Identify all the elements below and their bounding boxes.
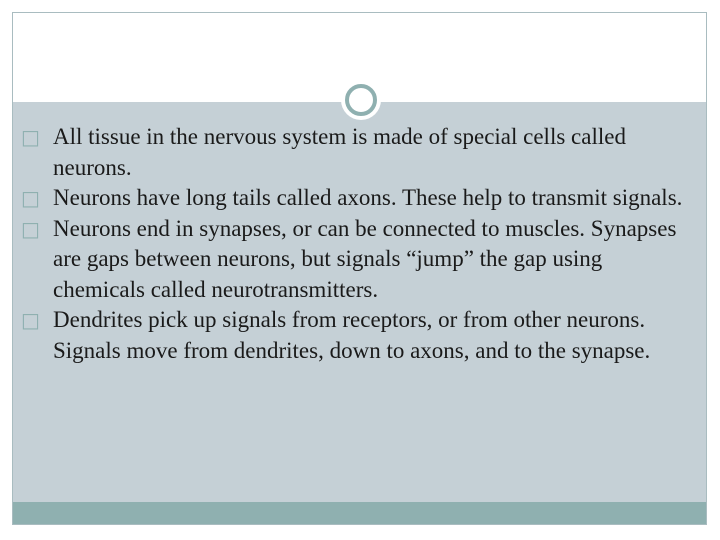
bullet-box-icon: □ [21, 308, 40, 332]
bullet-box-icon: □ [21, 125, 40, 149]
bullet-item [21, 214, 691, 306]
bullet-item [21, 305, 691, 366]
bullet-list [21, 122, 691, 366]
bullet-text: Neurons end in synapses, or can be connected to muscles. Synapses are gaps between neurons, but signals “jump” the gap using chemicals called neurotransmitters. [53, 215, 677, 302]
bullet-item [21, 183, 691, 214]
circle-ornament-icon [341, 80, 381, 120]
circle-ornament-ring [345, 84, 377, 116]
bullet-text: Neurons have long tails called axons. These help to transmit signals. [53, 185, 683, 210]
bullet-text: All tissue in the nervous system is made of special cells called neurons. [53, 124, 626, 180]
footer-band [13, 502, 706, 525]
bullet-text: Dendrites pick up signals from receptors, or from other neurons. Signals move from dendrites, down to axons, and to the synapse. [53, 307, 651, 363]
bullet-box-icon: □ [21, 186, 40, 210]
bullet-box-icon: □ [21, 216, 40, 241]
bullet-item [21, 122, 691, 183]
